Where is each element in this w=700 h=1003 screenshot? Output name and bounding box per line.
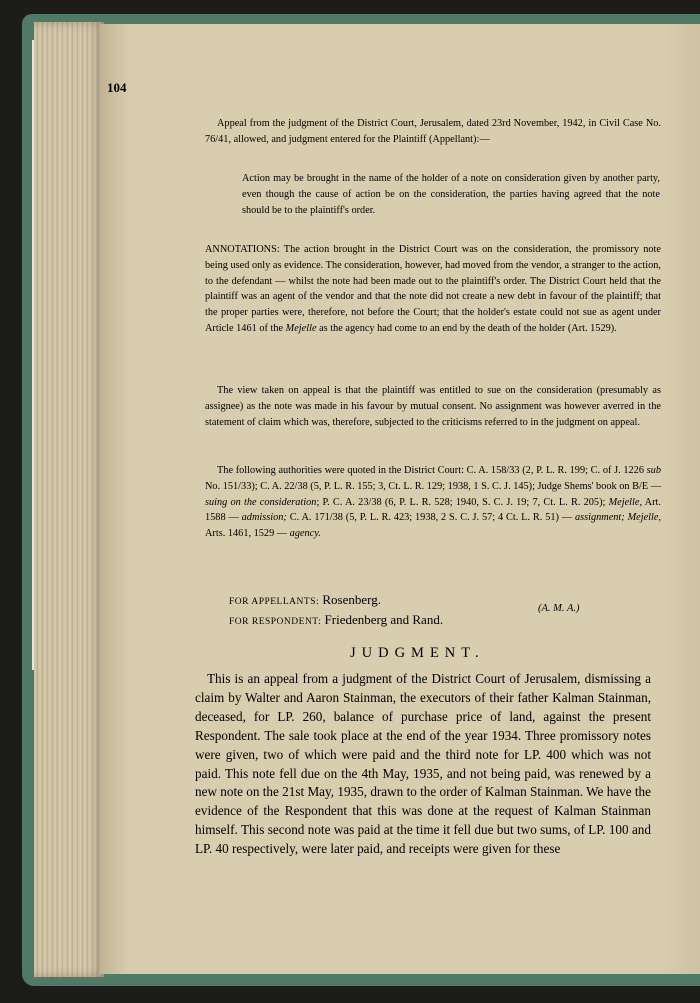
annotations-paragraph-1 — [205, 242, 661, 337]
annotations-text-end: as the agency had come to an end by the death of the holder (Art. 1529). — [319, 322, 617, 334]
judgment-heading: JUDGMENT. — [350, 645, 485, 661]
annotations-paragraph-2: The view taken on appeal is that the plaintiff was entitled to sue on the consideration (presumably as assignee) as the note was made in his favour by mutual consent. No assignment was however averred in the statement of claim which was, therefore, subjected to the criticisms referred to in the judgment on appeal. — [205, 385, 661, 428]
authorities-text-3: ; P. C. A. 23/38 (6, P. L. R. 528; 1940, S. C. J. 19; 7, Ct. L. R. 205); — [316, 496, 606, 508]
appellants-label: FOR APPELLANTS: — [229, 597, 320, 607]
authorities-ital-6: agency. — [289, 528, 321, 540]
authorities-text-5: C. A. 171/38 (5, P. L. R. 423; 1938, 2 S. C. J. 57; 4 Ct. L. R. 51) — — [289, 512, 573, 524]
authorities-ital-3: Mejelle, — [608, 496, 643, 508]
authorities-text-6: Arts. 1461, 1529 — — [205, 528, 288, 540]
headnote: Action may be brought in the name of the holder of a note on consideration given by another party, even though the cause of action be on the consideration, the parties having agreed that the note should be to the plaintiff's order. — [242, 173, 660, 216]
judgment-text: This is an appeal from a judgment of the District Court of Jerusalem, dismissing a claim by Walter and Aaron Stainman, the executors of their father Kalman Stainman, deceased, for LP. 260, balance of purchase price of land, against the present Respondent. The sale took place at the end of the year 1934. Three promissory notes were given, two of which were paid and the third note for LP. 400 which was not paid. This note fell due on the 4th May, 1935, and not being paid, was renewed by a new note on the 21st May, 1935, drawn to the order of Kalman Stainman. We have the evidence of the Respondent that this was done at the request of Kalman Stainman himself. This second note was paid at the time it fell due but two sums, of LP. 100 and LP. 40 respectively, were later paid, and receipts were given for these — [195, 671, 651, 857]
annotator-initials: (A. M. A.) — [538, 603, 580, 614]
authorities-ital-4: admission; — [241, 512, 287, 524]
authorities-text-1: The following authorities were quoted in the District Court: C. A. 158/33 (2, P. L. R. 199; C. of J. 1226 — [217, 465, 644, 476]
authorities-ital-5: assignment; Mejelle, — [574, 512, 662, 524]
counsel-appellants — [229, 592, 381, 608]
authorities-text-2: No. 151/33); C. A. 22/38 (5, P. L. R. 155; 3, Ct. L. R. 129; 1938, 1 S. C. J. 145); Judge Shems' book on B/E — — [205, 480, 661, 492]
counsel-respondent — [229, 612, 443, 628]
respondent-label: FOR RESPONDENT: — [229, 617, 322, 627]
appellants-name: Rosenberg. — [322, 592, 381, 607]
page-number: 104 — [107, 80, 127, 95]
respondent-name: Friedenberg and Rand. — [324, 612, 444, 627]
authorities-paragraph — [205, 463, 661, 542]
mejelle-ref: Mejelle — [285, 322, 317, 334]
page-stack-edge — [34, 22, 104, 977]
authorities-ital-2: suing on the consideration — [205, 496, 317, 508]
authorities-text-4: Art. 1588 — — [205, 496, 661, 524]
annotations-label: ANNOTATIONS: — [205, 244, 280, 255]
appeal-summary: Appeal from the judgment of the District Court, Jerusalem, dated 23rd November, 1942, in Civil Case No. 76/41, allowed, and judgment entered for the Plaintiff (Appellant):— — [205, 118, 661, 145]
annotations-text: The action brought in the District Court was on the consideration, the promissory note being used only as evidence. The consideration, however, had moved from the vendor, a stranger to the action, to the defendant — whilst the note had been made out to the plaintiff's order. The District Court held that the plaintiff was an agent of the vendor and that the note did not create a new debt in favour of the plaintiff; that the proper parties were, therefore, not before the Court; that the holder's estate could not sue as agent under Article 1461 of the — [205, 244, 661, 334]
authorities-ital-1: sub — [646, 465, 661, 476]
